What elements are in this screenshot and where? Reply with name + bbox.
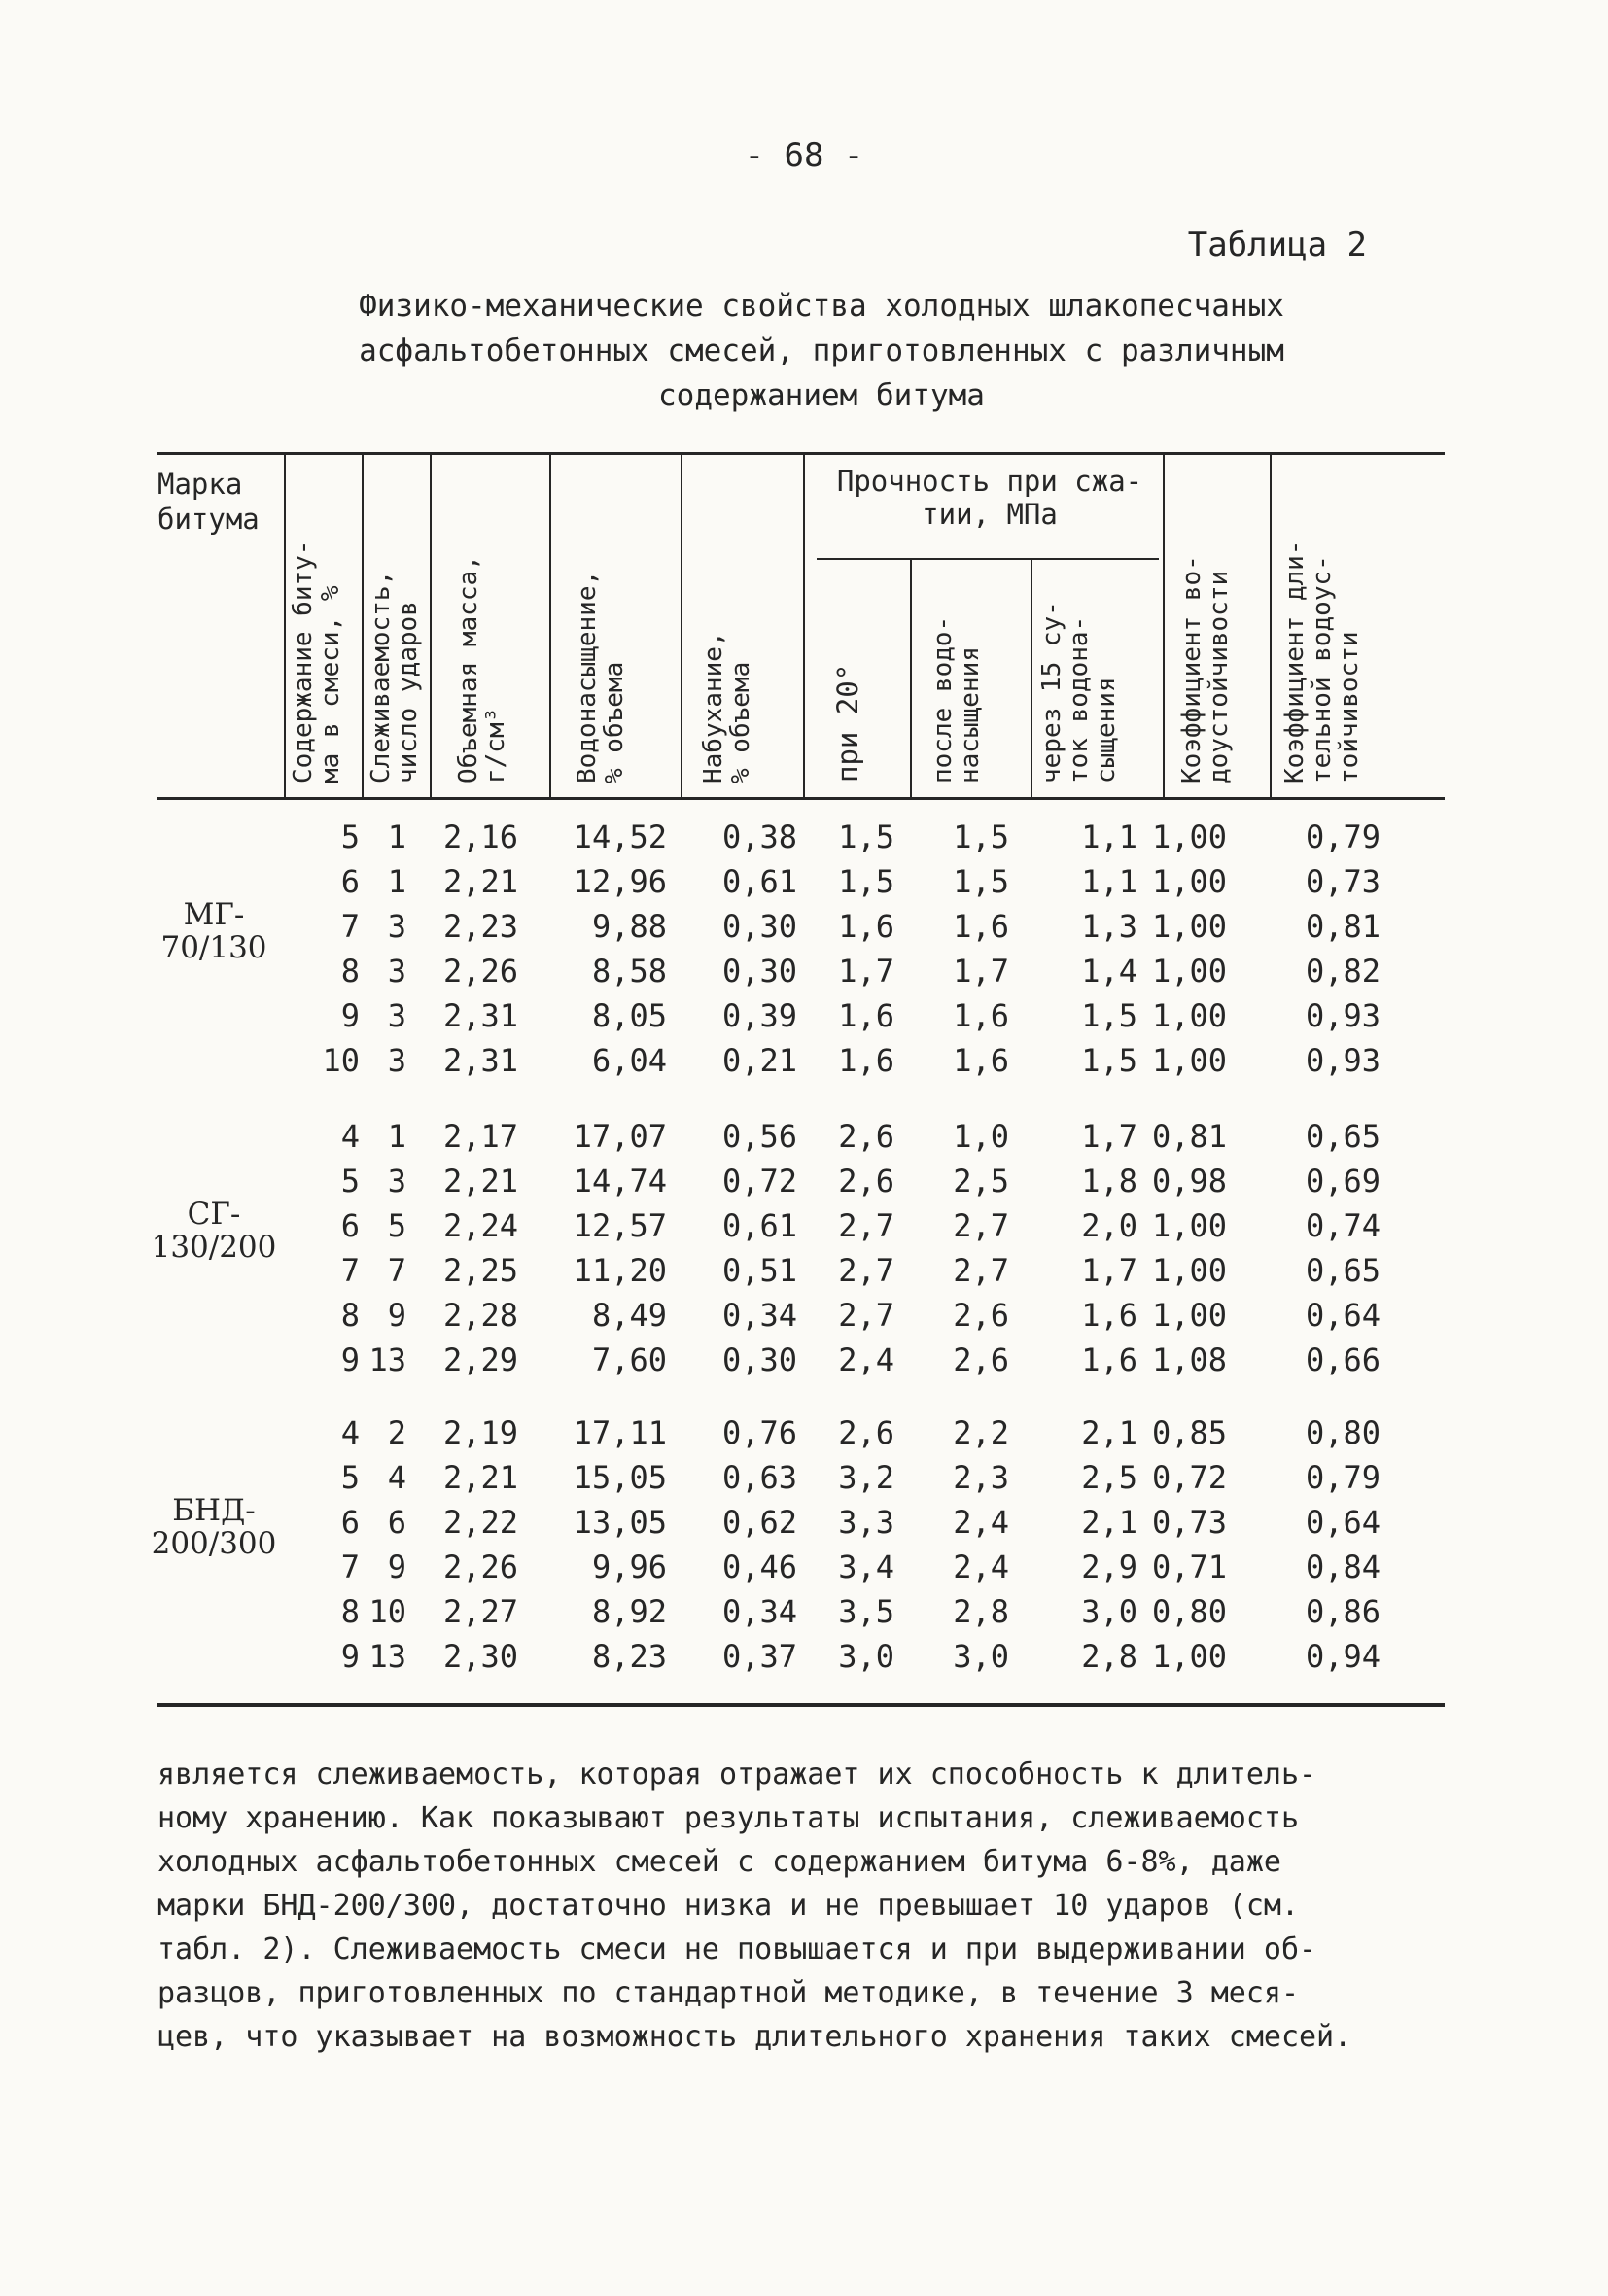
cell-long-water-resistance: 0,65 [1305,1252,1381,1289]
body-line: цев, что указывает на возможность длительного хранения таких смесей. [157,2020,1352,2054]
cell-water-resistance: 0,71 [1151,1548,1227,1585]
cell-bitumen-content: 5 [340,1459,360,1496]
cell-strength-after-water: 2,8 [953,1593,1009,1630]
header-swelling: Набухание, % объема [699,631,755,783]
table-row [0,1593,1608,1638]
cell-bulk-density: 2,21 [442,1459,518,1496]
cell-bulk-density: 2,24 [442,1207,518,1244]
header-caking: Слеживаемость, число ударов [367,570,423,783]
cell-bitumen-content: 9 [340,1638,360,1675]
cell-strength-after-water: 1,5 [953,818,1009,855]
table-row [0,1163,1608,1207]
cell-caking: 1 [387,863,406,900]
cell-caking: 3 [387,953,406,990]
cell-bulk-density: 2,23 [442,908,518,945]
cell-long-water-resistance: 0,80 [1305,1414,1381,1451]
cell-caking: 6 [387,1504,406,1541]
cell-strength-15days: 1,5 [1081,997,1137,1034]
cell-caking: 3 [387,908,406,945]
cell-strength-15days: 1,1 [1081,863,1137,900]
cell-swelling: 0,56 [721,1118,797,1155]
group-mark-line: 200/300 [151,1526,277,1561]
cell-bulk-density: 2,30 [442,1638,518,1675]
cell-bitumen-content: 6 [340,863,360,900]
header-divider [681,455,682,797]
cell-bitumen-content: 8 [340,953,360,990]
cell-long-water-resistance: 0,84 [1305,1548,1381,1585]
cell-water-resistance: 0,73 [1151,1504,1227,1541]
cell-strength-20: 3,4 [838,1548,894,1585]
table-label: Таблица 2 [1187,226,1367,264]
cell-long-water-resistance: 0,69 [1305,1163,1381,1200]
cell-bitumen-content: 8 [340,1593,360,1630]
cell-strength-15days: 1,6 [1081,1341,1137,1378]
cell-water-saturation: 9,96 [591,1548,667,1585]
cell-swelling: 0,30 [721,953,797,990]
header-divider [430,455,432,797]
cell-strength-20: 1,6 [838,1042,894,1079]
cell-bitumen-content: 7 [340,908,360,945]
cell-water-resistance: 1,08 [1151,1341,1227,1378]
cell-strength-after-water: 1,6 [953,908,1009,945]
table-row [0,1341,1608,1386]
cell-strength-after-water: 2,7 [953,1207,1009,1244]
cell-water-saturation: 17,11 [573,1414,667,1451]
cell-strength-15days: 2,5 [1081,1459,1137,1496]
cell-swelling: 0,39 [721,997,797,1034]
cell-strength-after-water: 3,0 [953,1638,1009,1675]
cell-strength-20: 3,0 [838,1638,894,1675]
cell-bulk-density: 2,21 [442,1163,518,1200]
cell-bulk-density: 2,17 [442,1118,518,1155]
cell-swelling: 0,38 [721,818,797,855]
header-divider [549,455,551,797]
cell-swelling: 0,21 [721,1042,797,1079]
table-row [0,1638,1608,1683]
cell-bulk-density: 2,16 [442,818,518,855]
cell-water-resistance: 1,00 [1151,953,1227,990]
body-line: марки БНД-200/300, достаточно низка и не превышает 10 ударов (см. [157,1889,1299,1923]
cell-bulk-density: 2,28 [442,1297,518,1334]
cell-strength-20: 2,6 [838,1163,894,1200]
cell-bulk-density: 2,29 [442,1341,518,1378]
cell-bulk-density: 2,21 [442,863,518,900]
cell-water-resistance: 0,72 [1151,1459,1227,1496]
header-strength-line: Прочность при сжа- [836,465,1143,498]
table-row [0,818,1608,863]
cell-strength-20: 2,4 [838,1341,894,1378]
cell-strength-after-water: 2,6 [953,1297,1009,1334]
cell-swelling: 0,34 [721,1593,797,1630]
cell-water-saturation: 13,05 [573,1504,667,1541]
cell-bitumen-content: 9 [340,1341,360,1378]
cell-water-saturation: 7,60 [591,1341,667,1378]
header-bulk-density: Объемная масса, г/см³ [454,555,510,783]
caption-line: содержанием битума [658,378,985,413]
cell-caking: 1 [387,818,406,855]
cell-strength-after-water: 2,6 [953,1341,1009,1378]
cell-caking: 9 [387,1297,406,1334]
cell-strength-after-water: 2,3 [953,1459,1009,1496]
cell-water-resistance: 0,81 [1151,1118,1227,1155]
table-row [0,1548,1608,1593]
group-mark-line: 130/200 [151,1230,277,1265]
cell-bitumen-content: 8 [340,1297,360,1334]
cell-strength-20: 2,7 [838,1297,894,1334]
cell-water-saturation: 17,07 [573,1118,667,1155]
cell-swelling: 0,34 [721,1297,797,1334]
cell-bitumen-content: 6 [340,1504,360,1541]
cell-strength-20: 1,5 [838,863,894,900]
cell-water-saturation: 8,05 [591,997,667,1034]
cell-strength-after-water: 1,7 [953,953,1009,990]
header-water-saturation: Водонасыщение, % объема [573,570,629,783]
cell-swelling: 0,61 [721,863,797,900]
cell-strength-after-water: 1,0 [953,1118,1009,1155]
cell-strength-20: 3,3 [838,1504,894,1541]
cell-water-resistance: 1,00 [1151,1252,1227,1289]
cell-bitumen-content: 4 [340,1414,360,1451]
cell-bitumen-content: 7 [340,1252,360,1289]
header-divider [910,560,912,797]
cell-long-water-resistance: 0,93 [1305,997,1381,1034]
cell-water-saturation: 12,57 [573,1207,667,1244]
cell-long-water-resistance: 0,82 [1305,953,1381,990]
body-line: является слеживаемость, которая отражает их способность к длитель- [157,1757,1317,1792]
cell-strength-20: 1,5 [838,818,894,855]
cell-swelling: 0,37 [721,1638,797,1675]
cell-bitumen-content: 4 [340,1118,360,1155]
cell-strength-after-water: 2,7 [953,1252,1009,1289]
cell-water-saturation: 9,88 [591,908,667,945]
table-row [0,997,1608,1042]
cell-bulk-density: 2,31 [442,1042,518,1079]
table-row [0,1504,1608,1548]
cell-swelling: 0,72 [721,1163,797,1200]
cell-swelling: 0,63 [721,1459,797,1496]
cell-caking: 10 [368,1593,406,1630]
caption-line: асфальтобетонных смесей, приготовленных с различным [359,333,1284,368]
cell-water-resistance: 0,85 [1151,1414,1227,1451]
header-mark-line: Марка [157,468,243,501]
cell-bitumen-content: 5 [340,818,360,855]
header-divider [1031,560,1032,797]
cell-bitumen-content: 7 [340,1548,360,1585]
header-strength-group [805,465,1174,531]
cell-bitumen-content: 9 [340,997,360,1034]
cell-swelling: 0,62 [721,1504,797,1541]
cell-strength-15days: 1,1 [1081,818,1137,855]
cell-swelling: 0,30 [721,1341,797,1378]
table-row [0,953,1608,997]
cell-water-saturation: 6,04 [591,1042,667,1079]
cell-water-saturation: 8,23 [591,1638,667,1675]
cell-strength-after-water: 2,4 [953,1548,1009,1585]
table-rule-mid [157,797,1445,800]
cell-bulk-density: 2,31 [442,997,518,1034]
cell-water-resistance: 1,00 [1151,908,1227,945]
cell-long-water-resistance: 0,93 [1305,1042,1381,1079]
table-row [0,908,1608,953]
header-long-water-resistance: Коэффициент дли- тельной водоус- тойчивости [1280,539,1364,783]
cell-bulk-density: 2,27 [442,1593,518,1630]
header-water-resistance: Коэффициент во- доустойчивости [1177,555,1234,783]
table-caption [194,284,1449,418]
table-row [0,863,1608,908]
cell-water-saturation: 11,20 [573,1252,667,1289]
cell-strength-15days: 2,0 [1081,1207,1137,1244]
cell-caking: 4 [387,1459,406,1496]
cell-strength-15days: 1,7 [1081,1118,1137,1155]
cell-caking: 13 [368,1341,406,1378]
cell-water-saturation: 14,74 [573,1163,667,1200]
cell-caking: 3 [387,1163,406,1200]
cell-water-resistance: 1,00 [1151,1042,1227,1079]
cell-strength-15days: 1,6 [1081,1297,1137,1334]
cell-long-water-resistance: 0,79 [1305,1459,1381,1496]
cell-water-saturation: 12,96 [573,863,667,900]
cell-long-water-resistance: 0,73 [1305,863,1381,900]
cell-strength-15days: 1,7 [1081,1252,1137,1289]
page-number: - 68 - [744,136,864,175]
cell-strength-after-water: 1,6 [953,997,1009,1034]
cell-bulk-density: 2,25 [442,1252,518,1289]
cell-water-resistance: 0,98 [1151,1163,1227,1200]
cell-strength-15days: 1,4 [1081,953,1137,990]
cell-long-water-resistance: 0,94 [1305,1638,1381,1675]
cell-water-saturation: 8,58 [591,953,667,990]
table-rule-top [157,452,1445,455]
cell-water-resistance: 1,00 [1151,1297,1227,1334]
cell-water-saturation: 15,05 [573,1459,667,1496]
cell-strength-after-water: 1,6 [953,1042,1009,1079]
cell-long-water-resistance: 0,66 [1305,1341,1381,1378]
body-text [157,1753,1441,2059]
cell-strength-after-water: 2,2 [953,1414,1009,1451]
header-divider [1163,455,1165,797]
cell-bitumen-content: 6 [340,1207,360,1244]
cell-strength-20: 2,6 [838,1414,894,1451]
cell-strength-20: 1,6 [838,908,894,945]
cell-caking: 13 [368,1638,406,1675]
group-mark-line: 70/130 [160,930,267,965]
table-row [0,1414,1608,1459]
cell-swelling: 0,61 [721,1207,797,1244]
cell-water-resistance: 1,00 [1151,1207,1227,1244]
cell-water-saturation: 14,52 [573,818,667,855]
cell-caking: 5 [387,1207,406,1244]
cell-caking: 1 [387,1118,406,1155]
cell-long-water-resistance: 0,74 [1305,1207,1381,1244]
group-mark-line: БНД- [172,1493,256,1528]
table-row [0,1118,1608,1163]
header-divider [1270,455,1272,797]
cell-strength-15days: 2,1 [1081,1414,1137,1451]
table-rule-bottom [157,1703,1445,1707]
table-row [0,1042,1608,1087]
cell-strength-15days: 2,8 [1081,1638,1137,1675]
cell-long-water-resistance: 0,65 [1305,1118,1381,1155]
cell-swelling: 0,51 [721,1252,797,1289]
cell-strength-15days: 1,3 [1081,908,1137,945]
header-strength-line: тии, МПа [922,498,1058,531]
cell-bulk-density: 2,26 [442,1548,518,1585]
header-strength-20: при 20° [831,663,864,783]
cell-swelling: 0,76 [721,1414,797,1451]
cell-strength-20: 2,6 [838,1118,894,1155]
table-row [0,1297,1608,1341]
cell-strength-15days: 1,8 [1081,1163,1137,1200]
cell-water-resistance: 1,00 [1151,863,1227,900]
cell-long-water-resistance: 0,64 [1305,1504,1381,1541]
cell-strength-20: 1,7 [838,953,894,990]
cell-long-water-resistance: 0,79 [1305,818,1381,855]
cell-long-water-resistance: 0,86 [1305,1593,1381,1630]
cell-strength-20: 3,5 [838,1593,894,1630]
body-line: ному хранению. Как показывают результаты испытания, слеживаемость [157,1801,1299,1835]
cell-water-resistance: 0,80 [1151,1593,1227,1630]
cell-bulk-density: 2,19 [442,1414,518,1451]
cell-water-resistance: 1,00 [1151,997,1227,1034]
cell-caking: 3 [387,997,406,1034]
cell-bitumen-content: 10 [322,1042,360,1079]
cell-water-saturation: 8,92 [591,1593,667,1630]
cell-caking: 2 [387,1414,406,1451]
cell-strength-after-water: 2,4 [953,1504,1009,1541]
cell-strength-20: 2,7 [838,1207,894,1244]
cell-strength-after-water: 1,5 [953,863,1009,900]
cell-caking: 9 [387,1548,406,1585]
cell-strength-15days: 1,5 [1081,1042,1137,1079]
cell-bulk-density: 2,26 [442,953,518,990]
cell-water-saturation: 8,49 [591,1297,667,1334]
body-line: табл. 2). Слеживаемость смеси не повышается и при выдерживании об- [157,1932,1317,1966]
header-divider [362,455,364,797]
caption-line: Физико-механические свойства холодных шлакопесчаных [359,289,1284,324]
group-mark-line: СГ- [187,1197,241,1232]
body-line: разцов, приготовленных по стандартной методике, в течение 3 меся- [157,1976,1299,2010]
header-mark-line: битума [157,503,260,536]
cell-bitumen-content: 5 [340,1163,360,1200]
header-bitumen-content: Содержание биту- ма в смеси, % [289,539,345,783]
cell-water-resistance: 1,00 [1151,1638,1227,1675]
table-row [0,1252,1608,1297]
cell-long-water-resistance: 0,64 [1305,1297,1381,1334]
group-mark-line: МГ- [183,897,245,932]
table-row [0,1207,1608,1252]
cell-strength-20: 3,2 [838,1459,894,1496]
header-mark [157,467,284,537]
cell-strength-15days: 2,1 [1081,1504,1137,1541]
cell-strength-15days: 2,9 [1081,1548,1137,1585]
header-divider [284,455,286,797]
header-strength-after-water: после водо- насыщения [928,615,985,783]
cell-strength-15days: 3,0 [1081,1593,1137,1630]
table-row [0,1459,1608,1504]
header-strength-underline [817,558,1159,560]
cell-swelling: 0,30 [721,908,797,945]
cell-caking: 7 [387,1252,406,1289]
header-strength-15days: через 15 су- ток водона- сыщения [1037,601,1121,783]
cell-bulk-density: 2,22 [442,1504,518,1541]
cell-strength-after-water: 2,5 [953,1163,1009,1200]
cell-strength-20: 2,7 [838,1252,894,1289]
cell-strength-20: 1,6 [838,997,894,1034]
body-line: холодных асфальтобетонных смесей с содержанием битума 6-8%, даже [157,1845,1281,1879]
cell-swelling: 0,46 [721,1548,797,1585]
cell-caking: 3 [387,1042,406,1079]
cell-long-water-resistance: 0,81 [1305,908,1381,945]
cell-water-resistance: 1,00 [1151,818,1227,855]
